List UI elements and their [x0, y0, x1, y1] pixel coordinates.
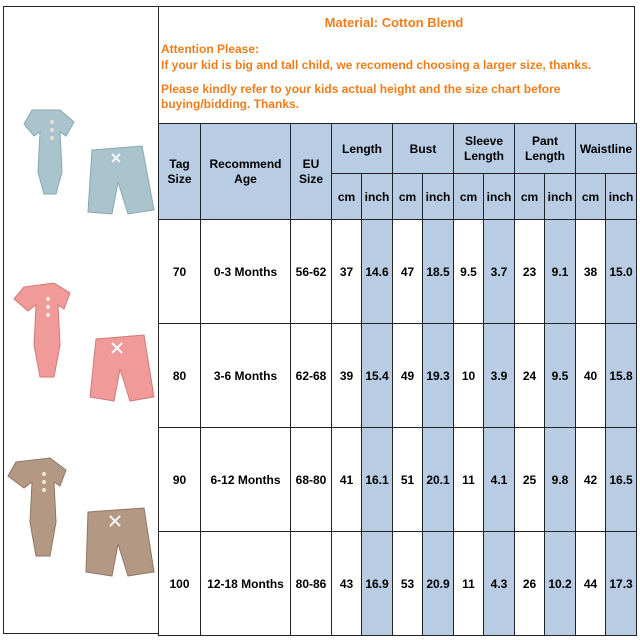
cell-waist-cm: 42 [576, 428, 606, 532]
table-row [159, 324, 637, 428]
cell-tag: 70 [159, 220, 201, 324]
unit-cm: cm [332, 174, 362, 220]
cell-age: 3-6 Months [201, 324, 291, 428]
cell-len-cm: 39 [332, 324, 362, 428]
product-photos-panel [4, 7, 157, 633]
cell-sleeve-cm: 11 [454, 428, 484, 532]
cell-eu: 68-80 [291, 428, 332, 532]
unit-inch: inch [545, 174, 576, 220]
cell-sleeve-in: 3.7 [484, 220, 515, 324]
cell-waist-in: 17.3 [606, 532, 637, 636]
shorts-image [88, 146, 154, 214]
cell-len-cm: 41 [332, 428, 362, 532]
material-text: Material: Cotton Blend [324, 15, 464, 30]
cell-tag: 80 [159, 324, 201, 428]
cell-sleeve-in: 4.1 [484, 428, 515, 532]
shorts-image [90, 335, 154, 401]
col-header-bust: Bust [393, 124, 454, 174]
cell-waist-cm: 44 [576, 532, 606, 636]
cell-pant-cm: 24 [515, 324, 545, 428]
cell-bust-cm: 47 [393, 220, 423, 324]
unit-cm: cm [576, 174, 606, 220]
cell-len-in: 16.9 [362, 532, 393, 636]
cell-tag: 100 [159, 532, 201, 636]
unit-inch: inch [362, 174, 393, 220]
cell-pant-in: 9.1 [545, 220, 576, 324]
unit-inch: inch [423, 174, 454, 220]
cell-bust-in: 20.9 [423, 532, 454, 636]
cell-bust-in: 20.1 [423, 428, 454, 532]
unit-cm: cm [393, 174, 423, 220]
refer-text-line-2: buying/bidding. Thanks. [161, 97, 299, 111]
cell-sleeve-in: 4.3 [484, 532, 515, 636]
table-row [159, 532, 637, 636]
cell-bust-cm: 53 [393, 532, 423, 636]
cell-pant-cm: 26 [515, 532, 545, 636]
unit-cm: cm [454, 174, 484, 220]
cell-waist-cm: 40 [576, 324, 606, 428]
cell-eu: 62-68 [291, 324, 332, 428]
cell-pant-in: 10.2 [545, 532, 576, 636]
romper-image [24, 110, 74, 194]
col-header-tag-size: Tag Size [159, 124, 201, 220]
romper-image [14, 283, 70, 377]
outfit-photo-khaki [4, 452, 157, 602]
cell-tag: 90 [159, 428, 201, 532]
cell-waist-in: 15.8 [606, 324, 637, 428]
cell-sleeve-cm: 9.5 [454, 220, 484, 324]
chart-header [159, 7, 635, 124]
romper-image [8, 458, 66, 556]
col-header-pant: Pant Length [515, 124, 576, 174]
cell-age: 0-3 Months [201, 220, 291, 324]
unit-inch: inch [606, 174, 637, 220]
cell-waist-in: 15.0 [606, 220, 637, 324]
cell-bust-cm: 49 [393, 324, 423, 428]
cell-len-in: 16.1 [362, 428, 393, 532]
attention-title: Attention Please: [161, 42, 260, 56]
cell-bust-cm: 51 [393, 428, 423, 532]
col-header-length: Length [332, 124, 393, 174]
outfit-photo-pink [4, 269, 157, 419]
table-header-row [159, 124, 637, 174]
cell-eu: 80-86 [291, 532, 332, 636]
size-table [158, 123, 637, 636]
cell-len-cm: 43 [332, 532, 362, 636]
table-row [159, 220, 637, 324]
shorts-image [86, 508, 154, 576]
cell-waist-cm: 38 [576, 220, 606, 324]
cell-age: 12-18 Months [201, 532, 291, 636]
col-header-eu-size: EU Size [291, 124, 332, 220]
cell-bust-in: 18.5 [423, 220, 454, 324]
cell-sleeve-in: 3.9 [484, 324, 515, 428]
outfit-photo-blue [4, 102, 157, 252]
refer-text-line-1: Please kindly refer to your kids actual height and the size chart before [161, 82, 561, 96]
cell-pant-cm: 25 [515, 428, 545, 532]
cell-len-in: 14.6 [362, 220, 393, 324]
cell-pant-in: 9.5 [545, 324, 576, 428]
cell-bust-in: 19.3 [423, 324, 454, 428]
cell-len-in: 15.4 [362, 324, 393, 428]
unit-inch: inch [484, 174, 515, 220]
attention-text: If your kid is big and tall child, we recomend choosing a larger size, thanks. [161, 58, 592, 72]
col-header-waist: Waistline [576, 124, 637, 174]
cell-len-cm: 37 [332, 220, 362, 324]
cell-sleeve-cm: 11 [454, 532, 484, 636]
cell-age: 6-12 Months [201, 428, 291, 532]
cell-sleeve-cm: 10 [454, 324, 484, 428]
col-header-sleeve: Sleeve Length [454, 124, 515, 174]
unit-cm: cm [515, 174, 545, 220]
cell-waist-in: 16.5 [606, 428, 637, 532]
table-row [159, 428, 637, 532]
cell-pant-cm: 23 [515, 220, 545, 324]
cell-pant-in: 9.8 [545, 428, 576, 532]
col-header-age: Recommend Age [201, 124, 291, 220]
cell-eu: 56-62 [291, 220, 332, 324]
